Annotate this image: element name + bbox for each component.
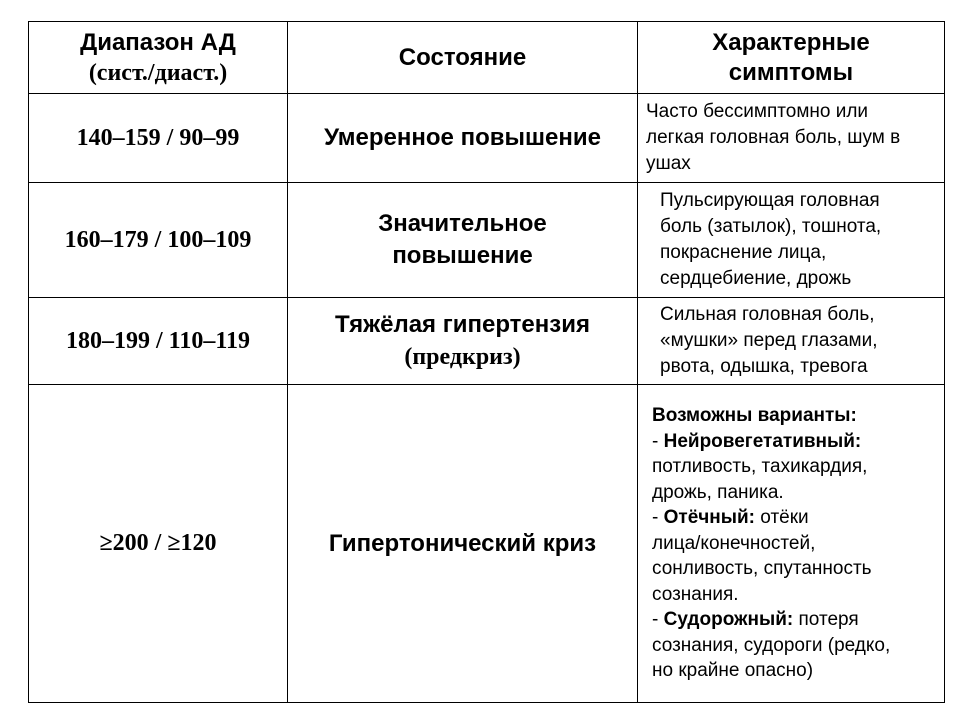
symptom-line: Часто бессимптомно или <box>646 101 869 122</box>
symptoms-cell <box>638 298 945 385</box>
symptom-line: Сильная головная боль, <box>660 304 875 325</box>
state-label-line1: Значительное <box>378 210 547 237</box>
symptoms-cell <box>638 385 945 703</box>
state-label: Умеренное повышение <box>324 124 601 151</box>
state-cell <box>288 298 638 385</box>
state-cell <box>288 183 638 298</box>
header-state-label: Состояние <box>398 43 527 71</box>
header-range-line1: Диапазон АД <box>80 28 236 56</box>
range-cell: 160–179 / 100–109 <box>29 183 288 298</box>
header-range <box>29 22 288 94</box>
variant-rest: отёки <box>755 507 809 529</box>
symptom-line: ушах <box>646 153 691 174</box>
range-cell: ≥200 / ≥120 <box>29 385 288 703</box>
symptom-line: сердцебиение, дрожь <box>660 268 852 289</box>
symptoms-cell <box>638 94 945 183</box>
variant-rest: потеря <box>793 609 859 631</box>
variant-name: Нейровегетативный: <box>663 430 862 452</box>
state-label-line2: (предкриз) <box>404 344 521 370</box>
table-row <box>29 298 945 385</box>
variant-edema <box>652 505 938 531</box>
table-row <box>29 183 945 298</box>
header-state <box>288 22 638 94</box>
symptom-line: «мушки» перед глазами, <box>660 330 878 351</box>
symptoms-cell <box>638 183 945 298</box>
symptom-line: дрожь, паника. <box>652 481 784 503</box>
state-cell <box>288 94 638 183</box>
blood-pressure-table <box>28 21 945 703</box>
symptom-line: потливость, тахикардия, <box>652 456 868 478</box>
table-row <box>29 385 945 703</box>
range-cell: 140–159 / 90–99 <box>29 94 288 183</box>
symptom-line: сознания. <box>652 583 739 605</box>
symptom-line: сонливость, спутанность <box>652 558 872 580</box>
variant-prefix: - <box>652 430 664 452</box>
header-symptoms <box>638 22 945 94</box>
table-header-row <box>29 22 945 94</box>
symptom-line: сознания, судороги (редко, <box>652 634 891 656</box>
header-range-line2: (сист./диаст.) <box>88 59 228 86</box>
state-cell <box>288 385 638 703</box>
symptom-line: рвота, одышка, тревога <box>660 356 868 377</box>
table-row <box>29 94 945 183</box>
state-label-line1: Тяжёлая гипертензия <box>335 311 590 338</box>
variants-title: Возможны варианты: <box>652 405 857 427</box>
state-label: Гипертонический криз <box>328 529 597 557</box>
symptom-line: Пульсирующая головная <box>660 190 880 211</box>
variant-name: Судорожный: <box>663 609 794 631</box>
variant-convulsive <box>652 607 938 633</box>
symptom-line: боль (затылок), тошнота, <box>660 216 882 237</box>
header-symptoms-line1: Характерные <box>712 28 870 56</box>
symptom-line: легкая головная боль, шум в <box>646 127 901 148</box>
variant-prefix: - <box>652 609 664 631</box>
state-label-line2: повышение <box>392 242 533 269</box>
symptom-line: лица/конечностей, <box>652 532 816 554</box>
variant-neuro <box>652 429 938 455</box>
range-cell: 180–199 / 110–119 <box>29 298 288 385</box>
symptom-line: покраснение лица, <box>660 242 827 263</box>
symptom-line: но крайне опасно) <box>652 660 814 682</box>
variant-name: Отёчный: <box>663 507 756 529</box>
variant-prefix: - <box>652 507 664 529</box>
header-symptoms-line2: симптомы <box>728 58 854 86</box>
